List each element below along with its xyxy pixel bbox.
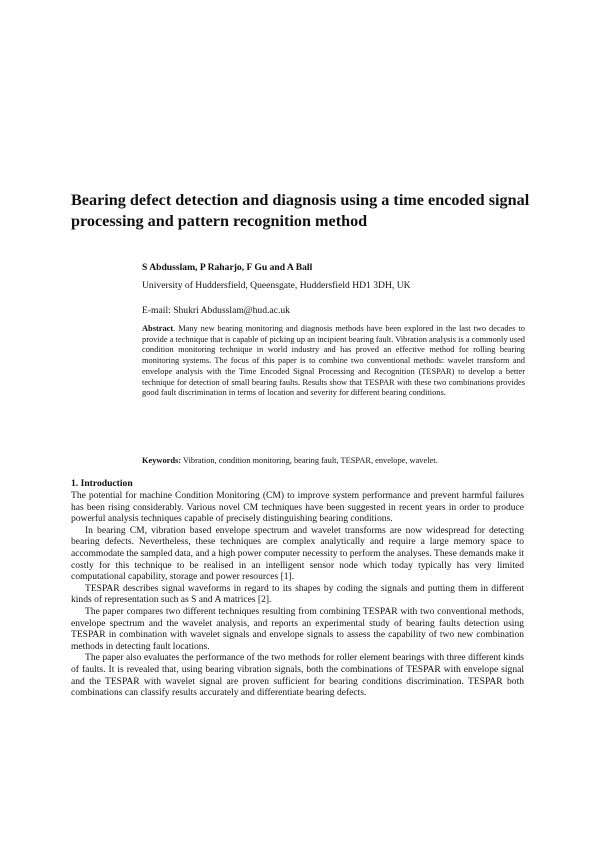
affiliation: University of Huddersfield, Queensgate, Huddersfield HD1 3DH, UK bbox=[142, 280, 411, 291]
keywords bbox=[142, 455, 438, 466]
abstract bbox=[142, 324, 525, 399]
intro-paragraph: The paper also evaluates the performance of the two methods for roller element bearings with three different kinds of faults. It is revealed that, using bearing vibration signals, both the combinations of TESPAR with envelope signal and the TESPAR with wavelet signal are proven sufficient for bearing conditions discrimination. TESPAR both combinations can classify results accurately and differentiate bearing defects. bbox=[71, 652, 524, 699]
paper-title: Bearing defect detection and diagnosis using a time encoded signal processing and pattern recognition method bbox=[71, 191, 530, 230]
keywords-label: Keywords: bbox=[142, 456, 182, 465]
keywords-text: Vibration, condition monitoring, bearing fault, TESPAR, envelope, wavelet. bbox=[181, 456, 438, 465]
author-email: E-mail: Shukri Abdusslam@hud.ac.uk bbox=[142, 305, 290, 316]
introduction-body bbox=[71, 490, 524, 699]
intro-paragraph: In bearing CM, vibration based envelope spectrum and wavelet transforms are now widespread for detecting bearing defects. Nevertheless, these techniques are complex analytically and require a large memory space to accommodate the sampled data, and a high power computer necessity to perform the analyses. These demands make it costly for this technique to be realised in an intelligent sensor node which today typically has very limited computational capability, storage and power resources [1]. bbox=[71, 524, 524, 583]
abstract-text: . Many new bearing monitoring and diagnosis methods have been explored in the last two decades to provide a technique that is capable of picking up an incipient bearing fault. Vibration analysis is a commonly used condition monitoring technique in world industry and has proved an effective method for rolling bearing monitoring systems. The focus of this paper is to combine two conventional methods: wavelet transform and envelope analysis with the Time Encoded Signal Processing and Recognition (TESPAR) to develop a better technique for detection of small bearing faults. Results show that TESPAR with these two combinations provides good fault discrimination in terms of location and severity for different bearing conditions. bbox=[142, 324, 525, 398]
abstract-label: Abstract bbox=[142, 324, 174, 333]
intro-paragraph: TESPAR describes signal waveforms in regard to its shapes by coding the signals and putting them in different kinds of representation such as S and A matrices [2]. bbox=[71, 582, 524, 606]
intro-paragraph: The potential for machine Condition Monitoring (CM) to improve system performance and prevent harmful failures has been rising considerably. Various novel CM techniques have been suggested in recent years in order to produce powerful analysis techniques capable of precisely distinguishing bearing conditions. bbox=[71, 490, 524, 525]
section-heading-introduction: 1. Introduction bbox=[71, 478, 133, 489]
author-list: S Abdusslam, P Raharjo, F Gu and A Ball bbox=[142, 262, 313, 273]
intro-paragraph: The paper compares two different techniques resulting from combining TESPAR with two conventional methods, envelope spectrum and the wavelet analysis, and reports an experimental study of bearing faults detection using TESPAR in combination with wavelet signals and envelope signals to assess the capability of two new combination methods in detecting fault locations. bbox=[71, 605, 524, 652]
